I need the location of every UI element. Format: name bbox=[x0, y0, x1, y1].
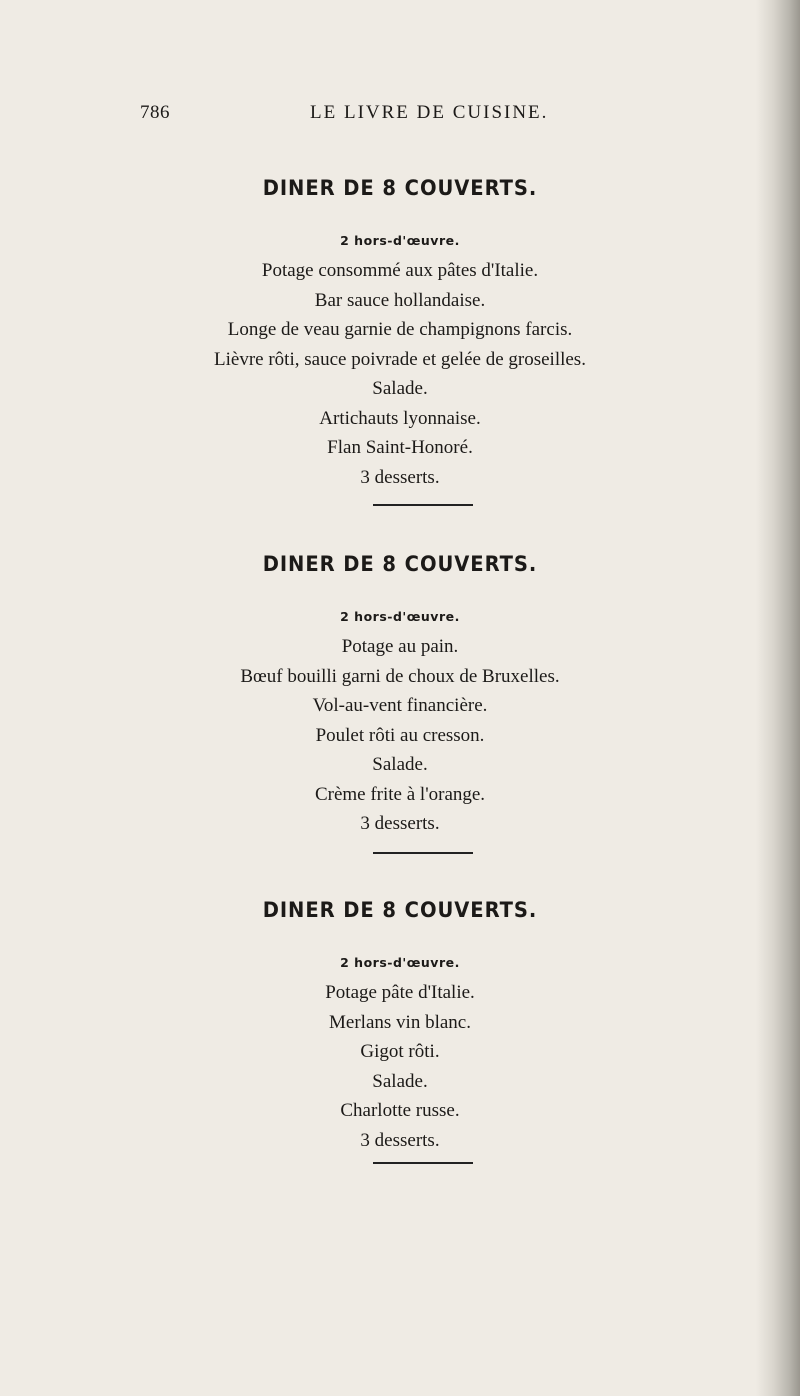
menu-item: Potage au pain. bbox=[341, 636, 459, 657]
menu-item: 3 desserts. bbox=[360, 813, 440, 834]
menu-item: Charlotte russe. bbox=[340, 1100, 460, 1121]
menu-title: DINER DE 8 COUVERTS. bbox=[262, 898, 538, 922]
menu-item: Potage consommé aux pâtes d'Italie. bbox=[261, 260, 539, 281]
menu-item: Artichauts lyonnaise. bbox=[319, 407, 481, 429]
menu-3 bbox=[0, 898, 800, 1155]
menu-item-list bbox=[0, 632, 800, 839]
menu-item-list bbox=[0, 256, 800, 492]
page-number: 786 bbox=[140, 102, 170, 123]
running-title: LE LIVRE DE CUISINE. bbox=[310, 102, 549, 123]
separator-rule bbox=[373, 1162, 473, 1164]
menu-subtitle: 2 hors-d'œuvre. bbox=[340, 955, 460, 970]
separator-rule bbox=[373, 852, 473, 854]
menu-item: Lièvre rôti, sauce poivrade et gelée de groseilles. bbox=[214, 348, 586, 370]
menu-item: Potage pâte d'Italie. bbox=[325, 982, 475, 1003]
separator-rule bbox=[373, 504, 473, 506]
menu-item: Crème frite à l'orange. bbox=[314, 783, 486, 805]
menu-item: Bar sauce hollandaise. bbox=[314, 289, 486, 311]
menu-item: Salade. bbox=[372, 1070, 428, 1092]
menu-item: Salade. bbox=[372, 754, 428, 775]
menu-2 bbox=[0, 552, 800, 839]
menu-item: Vol-au-vent financière. bbox=[312, 695, 488, 716]
menu-item: Gigot rôti. bbox=[360, 1041, 440, 1062]
menu-item: 3 desserts. bbox=[360, 466, 440, 488]
menu-item: Flan Saint-Honoré. bbox=[327, 437, 473, 458]
menu-title: DINER DE 8 COUVERTS. bbox=[262, 552, 538, 576]
menu-item: Merlans vin blanc. bbox=[329, 1011, 471, 1033]
menu-1 bbox=[0, 176, 800, 492]
menu-item: Bœuf bouilli garni de choux de Bruxelles. bbox=[240, 665, 560, 687]
menu-subtitle: 2 hors-d'œuvre. bbox=[340, 609, 460, 624]
running-head bbox=[0, 102, 760, 132]
menu-item: Longe de veau garnie de champignons farcis. bbox=[227, 319, 573, 340]
menu-item-list bbox=[0, 978, 800, 1155]
menu-item: 3 desserts. bbox=[360, 1129, 440, 1151]
menu-title: DINER DE 8 COUVERTS. bbox=[262, 176, 538, 200]
menu-item: Salade. bbox=[372, 378, 428, 399]
menu-item: Poulet rôti au cresson. bbox=[315, 724, 485, 746]
menu-subtitle: 2 hors-d'œuvre. bbox=[340, 233, 460, 248]
